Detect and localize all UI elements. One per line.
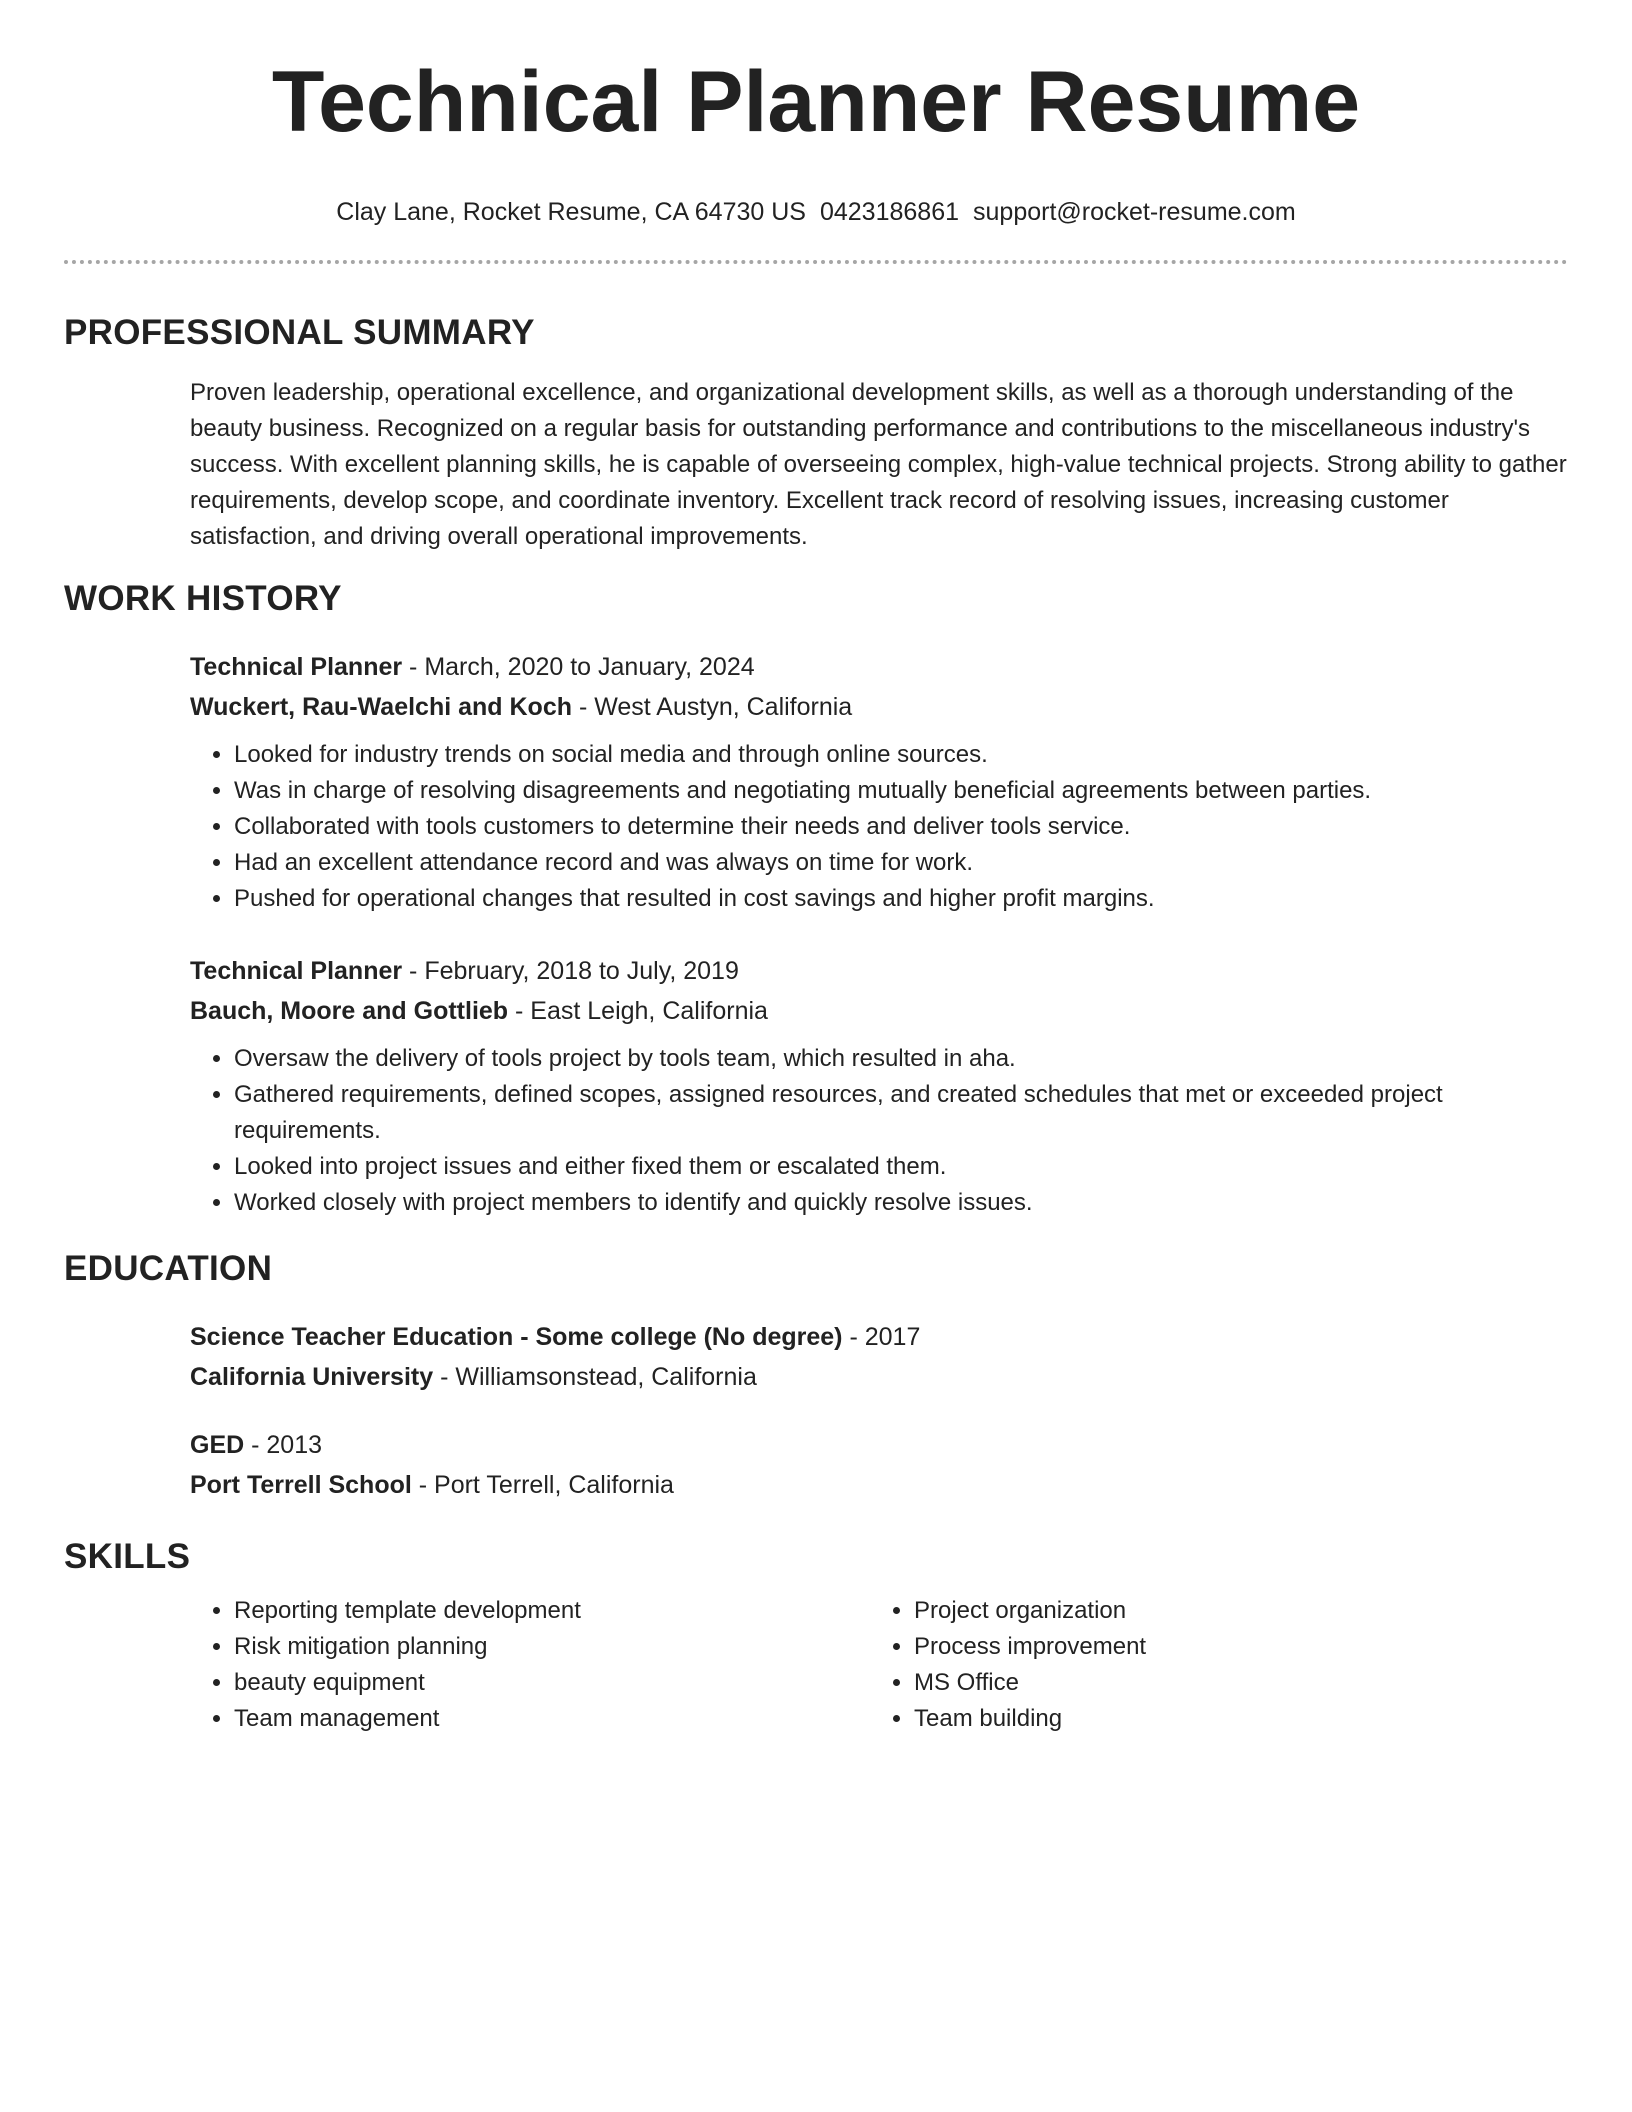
contact-address: Clay Lane, Rocket Resume, CA 64730 US	[336, 198, 806, 226]
education-degree-line	[190, 1317, 1568, 1357]
job-company-line	[190, 687, 1568, 727]
education-year: - 2017	[842, 1323, 921, 1351]
education-year: - 2013	[244, 1431, 323, 1459]
work-history-section	[64, 647, 1568, 1221]
skill-item: • Process improvement	[914, 1629, 1550, 1665]
job-entry	[190, 951, 1568, 1221]
education-degree: Science Teacher Education - Some college (No degree)	[190, 1323, 843, 1351]
education-degree: GED	[190, 1431, 245, 1459]
resume-title: Technical Planner Resume	[271, 54, 1361, 150]
list-item: • Worked closely with project members to identify and quickly resolve issues.	[234, 1185, 1568, 1221]
list-item: • Collaborated with tools customers to determine their needs and deliver tools service.	[234, 809, 1568, 845]
work-history-heading: WORK HISTORY	[64, 579, 342, 618]
list-item: • Looked into project issues and either fixed them or escalated them.	[234, 1149, 1568, 1185]
education-section	[64, 1317, 1568, 1505]
skill-item: • MS Office	[914, 1665, 1550, 1701]
education-heading: EDUCATION	[64, 1249, 273, 1288]
header-divider	[64, 260, 1568, 264]
skills-heading: SKILLS	[64, 1537, 191, 1576]
skill-item: • Reporting template development	[234, 1593, 870, 1629]
education-school: Port Terrell School	[190, 1471, 412, 1499]
list-item: • Gathered requirements, defined scopes, assigned resources, and created schedules that met or exceeded project requirements.	[234, 1077, 1568, 1149]
skill-item: • Team management	[234, 1701, 870, 1737]
list-item: • Looked for industry trends on social media and through online sources.	[234, 737, 1568, 773]
education-location: - Williamsonstead, California	[433, 1363, 757, 1391]
skills-column-right	[870, 1593, 1550, 1737]
summary-text: Proven leadership, operational excellence, and organizational development skills, as well as a thorough understanding of the beauty business. Recognized on a regular basis for outstanding performance and contributions to the miscellaneous industry's success. With excellent planning skills, he is capable of overseeing complex, high-value technical projects. Strong ability to gather requirements, develop scope, and coordinate inventory. Excellent track record of resolving issues, increasing customer satisfaction, and driving overall operational improvements.	[190, 379, 1567, 550]
contact-phone: 0423186861	[819, 198, 960, 226]
summary-heading: PROFESSIONAL SUMMARY	[64, 313, 535, 352]
education-school-line	[190, 1465, 1568, 1505]
education-entry	[190, 1425, 1568, 1505]
job-title-line	[190, 647, 1568, 687]
skill-item: • Risk mitigation planning	[234, 1629, 870, 1665]
skills-column-left	[190, 1593, 870, 1737]
job-bullets	[190, 737, 1568, 917]
skill-item: • Team building	[914, 1701, 1550, 1737]
job-bullets	[190, 1041, 1568, 1221]
job-company: Bauch, Moore and Gottlieb	[190, 997, 509, 1025]
job-company-line	[190, 991, 1568, 1031]
education-school: California University	[190, 1363, 434, 1391]
list-item: • Pushed for operational changes that resulted in cost savings and higher profit margins.	[234, 881, 1568, 917]
list-item: • Oversaw the delivery of tools project by tools team, which resulted in aha.	[234, 1041, 1568, 1077]
job-dates: - March, 2020 to January, 2024	[402, 653, 755, 681]
education-location: - Port Terrell, California	[411, 1471, 674, 1499]
job-role: Technical Planner	[190, 957, 403, 985]
skills-grid	[190, 1593, 1568, 1737]
contact-email: support@rocket-resume.com	[973, 198, 1296, 226]
education-degree-line	[190, 1425, 1568, 1465]
list-item: • Was in charge of resolving disagreements and negotiating mutually beneficial agreements between parties.	[234, 773, 1568, 809]
job-title-line	[190, 951, 1568, 991]
skill-item: • beauty equipment	[234, 1665, 870, 1701]
job-company: Wuckert, Rau-Waelchi and Koch	[190, 693, 573, 721]
skill-item: • Project organization	[914, 1593, 1550, 1629]
education-school-line	[190, 1357, 1568, 1397]
job-dates: - February, 2018 to July, 2019	[402, 957, 739, 985]
job-entry	[190, 647, 1568, 917]
job-role: Technical Planner	[190, 653, 403, 681]
contact-line	[64, 196, 1568, 228]
education-entry	[190, 1317, 1568, 1397]
skills-section	[64, 1593, 1568, 1737]
job-location: - West Austyn, California	[572, 693, 853, 721]
summary-section	[64, 375, 1568, 555]
job-location: - East Leigh, California	[508, 997, 768, 1025]
list-item: • Had an excellent attendance record and was always on time for work.	[234, 845, 1568, 881]
